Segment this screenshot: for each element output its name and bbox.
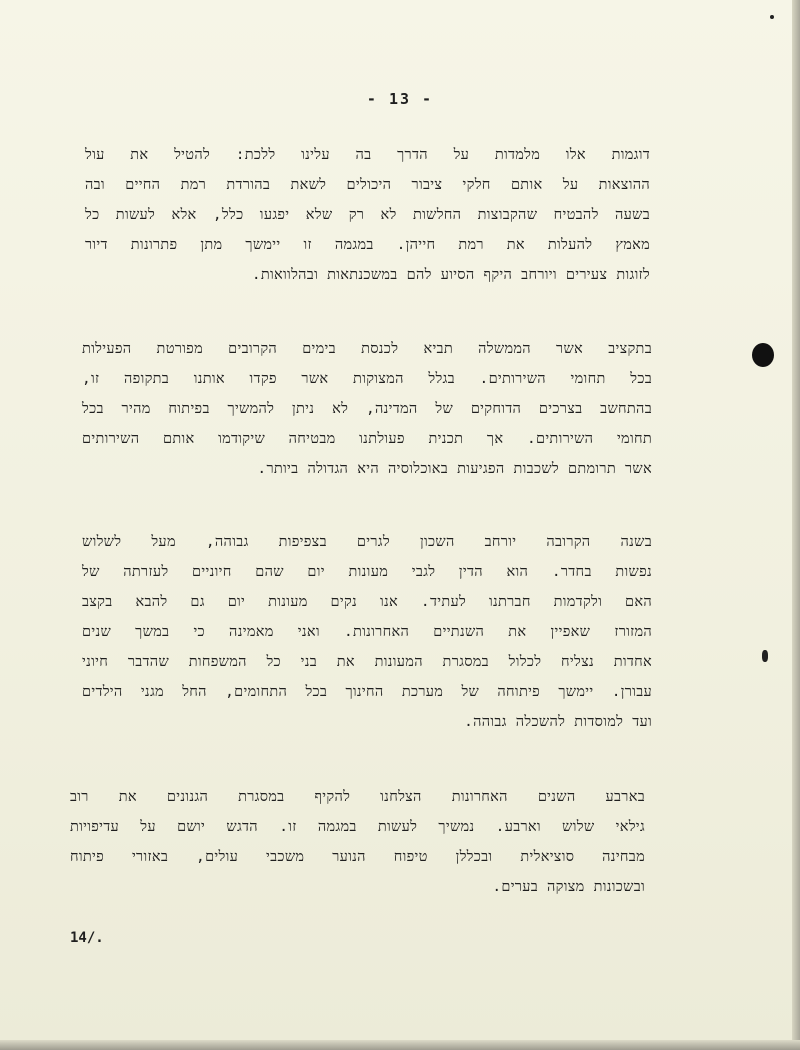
text-line: בתקציב אשר הממשלה תביא לכנסת בימים הקרובים מפורטת הפעילות [82,341,652,357]
text-line: גילאי שלוש וארבע. נמשיך לעשות במגמה זו. הדגש יושם על עדיפויות [70,819,645,835]
punch-hole [752,343,774,367]
text-line: אשר תרומתם לשכבות הפגיעות באוכלוסיה היא הגדולה ביותר. [257,461,652,477]
text-line: תחומי השירותים. אך תכנית פעולתנו מבטיחה שיקודמו אותם השירותים [82,431,652,447]
next-page-marker: 14/. [70,930,104,946]
text-line: בהתחשב בצרכים הדוחקים של המדינה, לא ניתן להמשיך בפיתוח מהיר בכל [82,401,652,417]
paragraph-1 [85,140,650,290]
paragraph-2 [82,334,652,484]
paragraph-4 [70,782,645,902]
ink-mark [762,650,768,662]
paragraph-3 [82,527,652,737]
text-line: ההוצאות על אותם חלקי ציבור היכולים לשאת בהורדת רמת החיים ובה [85,177,650,193]
text-line: בארבע השנים האחרונות הצלחנו להקיף במסגרת הגנונים את רוב [70,789,645,805]
text-line: אחדות נצליח לכלול במסגרת המעונות את בני כל המשפחות שהדבר חיוני [82,654,652,670]
text-line: ובשכונות מצוקה בערים. [492,879,645,895]
ink-speck [770,15,774,19]
text-line: לזוגות צעירים ויורחב היקף הסיוע להם במשכנתאות ובהלוואות. [251,267,650,283]
text-line: נפשות בחדר. הוא הדין לגבי מעונות יום שהם חיוניים לעזרתה של [82,564,652,580]
text-line: ועד למוסדות להשכלה גבוהה. [464,714,652,730]
page-bottom-edge-shadow [0,1040,800,1050]
text-line: מאמץ להעלות את רמת חייהן. במגמה זו יימשך מתן פתרונות דיור [85,237,650,253]
text-line: דוגמות אלו מלמדות על הדרך בה עלינו ללכת: להטיל את עול [85,147,650,163]
text-line: בשנה הקרובה יורחב השכון לגרים בצפיפות גבוהה, מעל לשלוש [82,534,652,550]
text-line: האם ולקדמות חברתנו לעתיד. אנו נקים מעונות יום גם להבא בקצב [82,594,652,610]
text-line: המזורז שאפיין את השנתיים האחרונות. ואני מאמינה כי במשך שנים [82,624,652,640]
text-line: בכל תחומי השירותים. בגלל המצוקות אשר פקדו אותנו בתקופה זו, [82,371,652,387]
text-line: מבחינה סוציאלית ובכללן טיפוח הנוער משכבי עולים, באזורי פיתוח [70,849,645,865]
page-right-edge-shadow [792,0,800,1050]
text-line: בשעה להבטיח שהקבוצות החלשות לא רק שלא יפגעו כלל, אלא לעשות כל [85,207,650,223]
text-line: עבורן. יימשך פיתוחה של מערכת החינוך בכל התחומים, החל מגני הילדים [82,684,652,700]
page-number: - 13 - [366,90,434,108]
